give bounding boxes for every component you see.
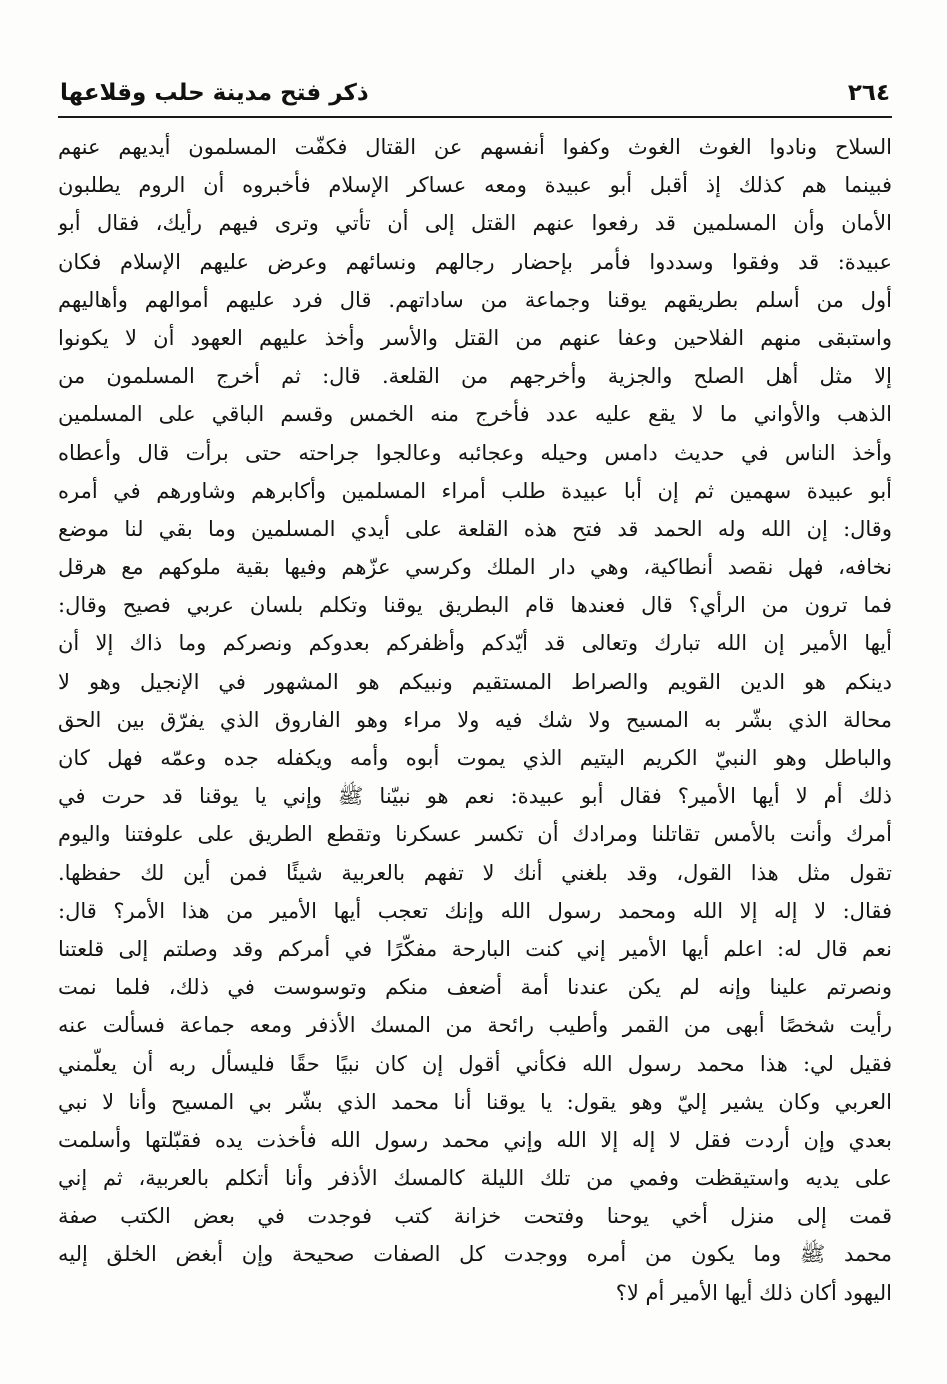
text-line: نخافه، فهل نقصد أنطاكية، وهي دار الملك وكرسي عزّهم وفيها بقية ملوكهم مع هرقل [58,555,892,580]
text-line: والباطل وهو النبيّ الكريم اليتيم الذي يموت أبوه وأمه ويكفله جده وعمّه فهل كان [58,746,892,770]
text-line: فما ترون من الرأي؟ قال فعندها قام البطريق يوقنا وتكلم بلسان عربي فصيح وقال: [58,593,892,618]
text-line: أبو عبيدة سهمين ثم إن أبا عبيدة طلب أمراء المسلمين وأكابرهم وشاورهم في أمره [58,478,892,503]
text-line: نعم قال له: اعلم أيها الأمير إني كنت البارحة مفكّرًا في أمركم وقد وصلتم إلى قلعتنا [58,936,892,961]
text-line: أول من أسلم بطريقهم يوقنا وجماعة من ساداتهم. قال فرد عليهم أموالهم وأهاليهم [58,287,892,312]
text-line: دينكم هو الدين القويم والصراط المستقيم ونبيكم هو المشهور في الإنجيل وهو لا [58,669,892,694]
running-title: ذكر فتح مدينة حلب وقلاعها [60,80,369,106]
text-line: وأخذ الناس في حديث دامس وحيله وعجائبه وعالجوا جراحته حتى برأت قال وأعطاه [58,440,892,465]
text-line: بعدي وإن أردت فقل لا إله إلا الله وإني محمد رسول الله فأخذت يده فقبّلتها وأسلمت [58,1127,892,1152]
text-line: محالة الذي بشّر به المسيح ولا شك فيه ولا مراء وهو الفاروق الذي يفرّق بين الحق [58,707,892,732]
text-line: اليهود أكان ذلك أيها الأمير أم لا؟ [615,1280,892,1305]
header-divider [58,116,892,118]
text-line: وقال: إن الله وله الحمد قد فتح هذه القلعة على أيدي المسلمين وما بقي لنا موضع [58,516,892,541]
text-line: أمرك وأنت بالأمس تقاتلنا ومرادك أن تكسر عسكرنا وتقطع الطريق على علوفتنا واليوم [58,822,892,847]
text-line: العربي وكان يشير إليّ وهو يقول: يا يوقنا أنا محمد الذي بشّر بي المسيح وأنا لا نبي [58,1089,892,1114]
text-line: عبيدة: قد وفقوا وسددوا فأمر بإحضار رجالهم ونسائهم وعرض عليهم الإسلام فكان [58,249,892,274]
text-line: فقيل لي: هذا محمد رسول الله فكأني أقول إن كان نبيًا حقًا فليسأل ربه أن يعلّمني [58,1051,892,1076]
text-line: على يديه واستيقظت وفمي من تلك الليلة كالمسك الأذفر وأنا أتكلم بالعربية، ثم إني [58,1166,892,1191]
text-line: محمد ﷺ وما يكون من أمره ووجدت كل الصفات صحيحة وإن أبغض الخلق إليه [58,1242,892,1267]
text-line: قمت إلى منزل أخي يوحنا وفتحت خزانة كتب فوجدت في بعض الكتب صفة [58,1204,892,1229]
page-header [60,78,890,118]
body-text [58,128,892,1312]
text-line: فبينما هم كذلك إذ أقبل أبو عبيدة ومعه عساكر الإسلام فأخبروه أن الروم يطلبون [58,173,892,198]
text-line: ذلك أم لا أيها الأمير؟ فقال أبو عبيدة: نعم هو نبيّنا ﷺ وإني يا يوقنا قد حرت في [58,784,892,809]
text-line: تقول مثل هذا القول، وقد بلغني أنك لا تفهم بالعربية شيئًا فمن أين لك حفظها. [58,860,892,885]
text-line: الأمان وأن المسلمين قد رفعوا عنهم القتل إلى أن تأتي وترى فيهم رأيك، فقال أبو [58,211,892,236]
text-line: رأيت شخصًا أبهى من القمر وأطيب رائحة من المسك الأذفر ومعه جماعة فسألت عنه [58,1013,892,1038]
text-line: واستبقى منهم الفلاحين وعفا عنهم من القتل والأسر وأخذ عليهم العهود أن لا يكونوا [58,325,892,350]
text-line: أيها الأمير إن الله تبارك وتعالى قد أيّدكم وأظفركم بعدوكم ونصركم وما ذاك إلا أن [58,631,892,656]
text-line: إلا مثل أهل الصلح والجزية وأخرجهم من القلعة. قال: ثم أخرج المسلمون من [58,364,892,389]
text-line: ونصرتم علينا وإنه لم يكن عندنا أمة أضعف منكم وتوسوست في ذلك، فلما نمت [58,975,892,1000]
text-line: الذهب والأواني ما لا يقع عليه عدد فأخرج منه الخمس وقسم الباقي على المسلمين [58,402,892,427]
text-line: السلاح ونادوا الغوث الغوث وكفوا أنفسهم عن القتال فكفّت المسلمون أيديهم عنهم [58,135,892,159]
text-line: فقال: لا إله إلا الله ومحمد رسول الله وإنك تعجب أيها الأمير من هذا الأمر؟ قال: [58,898,892,923]
page-number: ٢٦٤ [847,80,890,106]
